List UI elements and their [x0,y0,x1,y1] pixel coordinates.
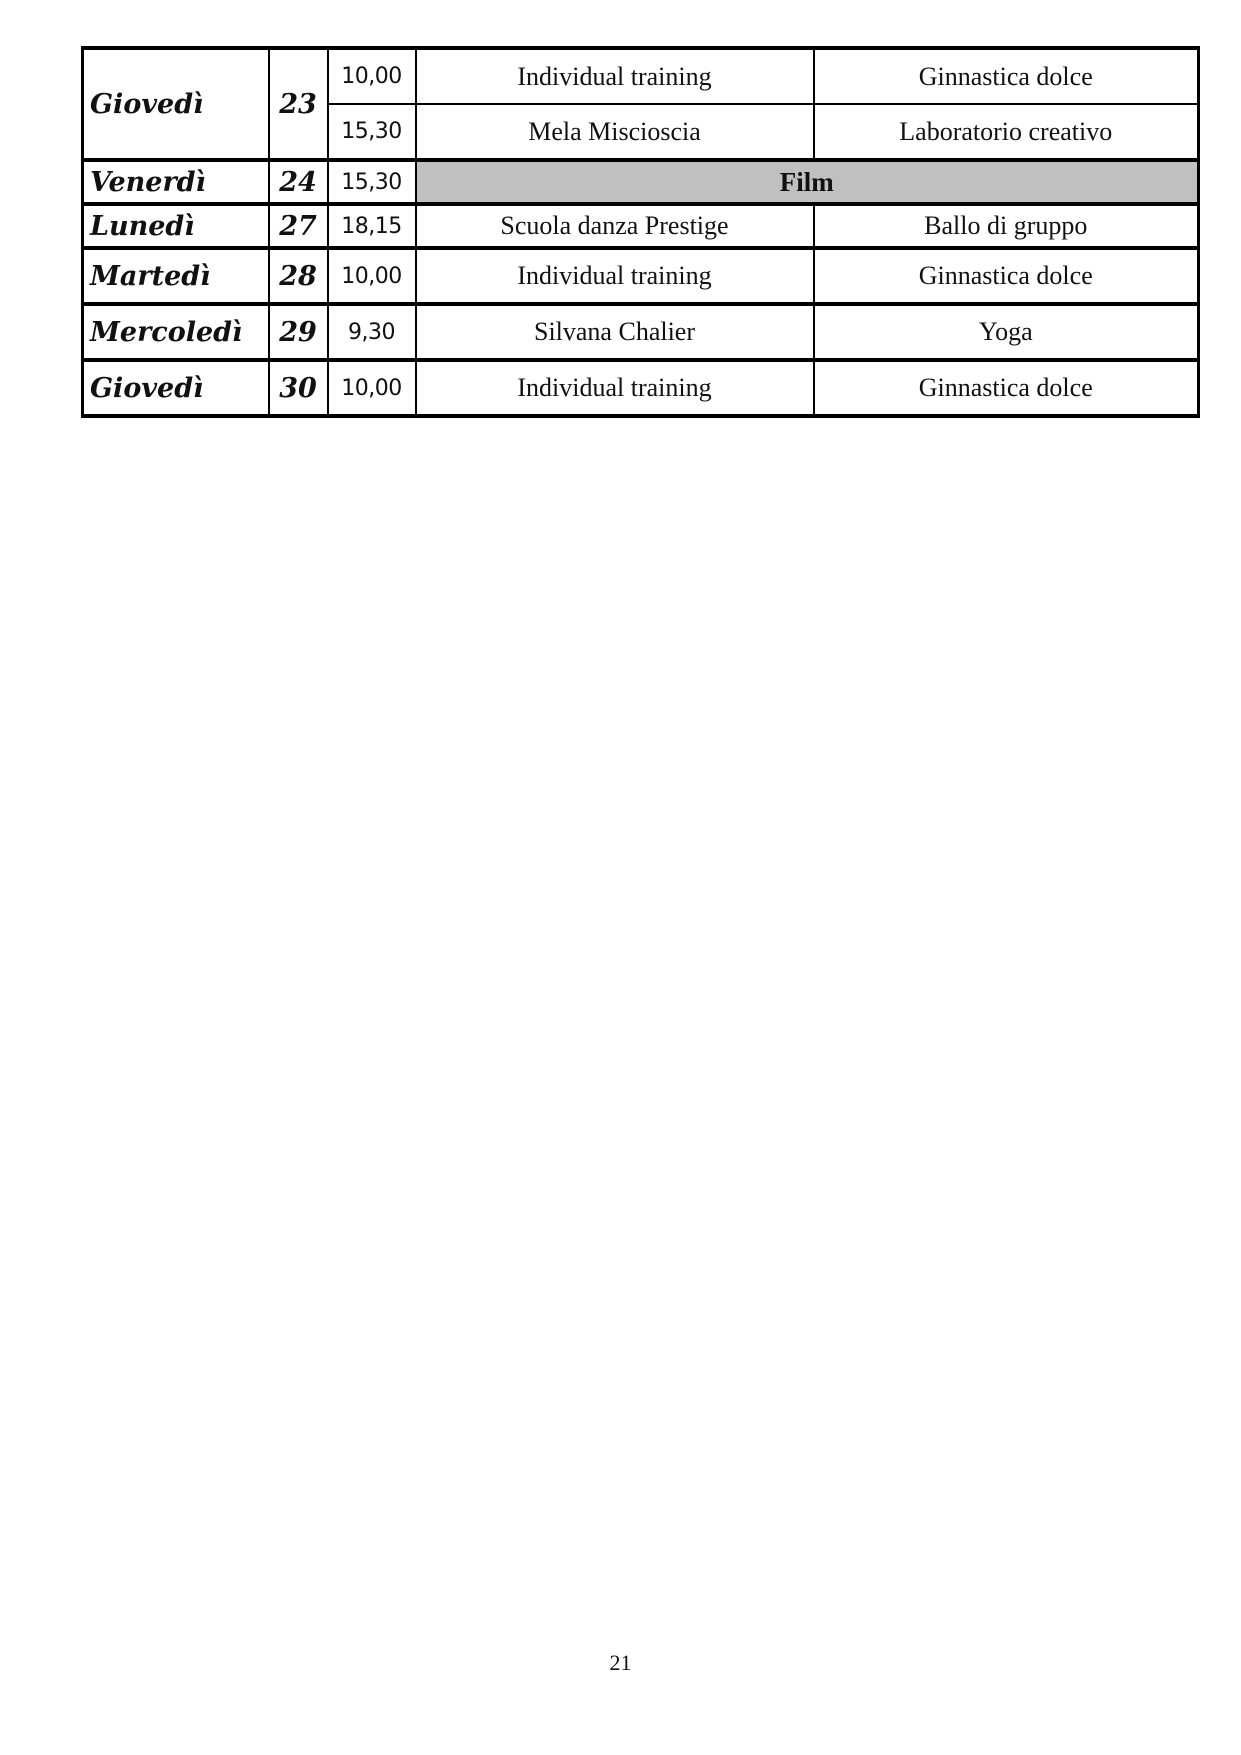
activity-cell: Individual training [416,248,814,304]
activity-cell: Mela Miscioscia [416,104,814,160]
table-row [83,304,1199,360]
category-cell: Laboratorio creativo [814,104,1199,160]
activity-cell: Silvana Chalier [416,304,814,360]
day-cell: Giovedì [83,48,269,160]
day-cell: Venerdì [83,160,269,204]
time-cell: 15,30 [328,160,416,204]
date-cell: 29 [269,304,328,360]
date-cell: 28 [269,248,328,304]
time-cell: 9,30 [328,304,416,360]
time-cell: 10,00 [328,48,416,104]
date-cell: 24 [269,160,328,204]
time-cell: 10,00 [328,248,416,304]
day-cell: Lunedì [83,204,269,248]
day-cell: Martedì [83,248,269,304]
schedule-table [81,46,1200,418]
day-cell: Giovedì [83,360,269,416]
day-cell: Mercoledì [83,304,269,360]
table-row [83,248,1199,304]
date-cell: 27 [269,204,328,248]
activity-cell: Scuola danza Prestige [416,204,814,248]
category-cell: Yoga [814,304,1199,360]
category-cell: Ginnastica dolce [814,248,1199,304]
table-row [83,48,1199,104]
time-cell: 15,30 [328,104,416,160]
date-cell: 23 [269,48,328,160]
table-row [83,160,1199,204]
date-cell: 30 [269,360,328,416]
table-row [83,204,1199,248]
merged-activity-cell: Film [416,160,1199,204]
page-number: 21 [609,1650,632,1675]
time-cell: 18,15 [328,204,416,248]
activity-cell: Individual training [416,48,814,104]
table-row [83,360,1199,416]
category-cell: Ballo di gruppo [814,204,1199,248]
category-cell: Ginnastica dolce [814,48,1199,104]
time-cell: 10,00 [328,360,416,416]
category-cell: Ginnastica dolce [814,360,1199,416]
activity-cell: Individual training [416,360,814,416]
